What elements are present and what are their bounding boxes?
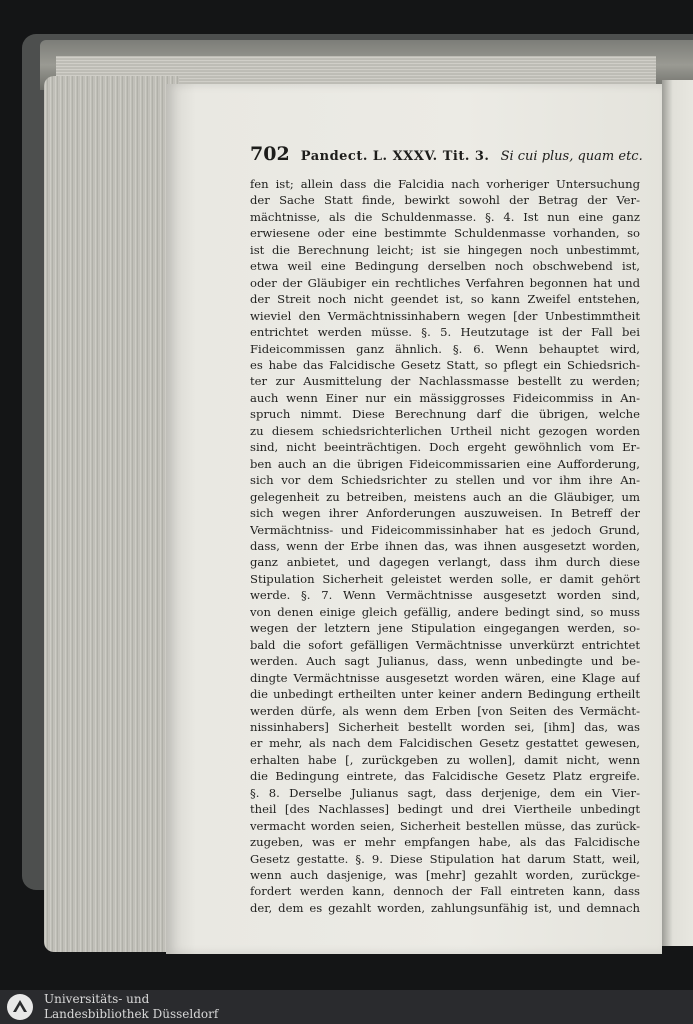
facing-page-edge [662, 80, 693, 946]
text-line: er mehr, als nach dem Falcidischen Gesetz gestattet gewesen, [250, 736, 640, 751]
text-line: gelegenheit zu betreiben, meistens auch an die Gläubiger, um [250, 489, 640, 504]
running-head-italic: Si cui plus, quam etc. [500, 149, 643, 164]
text-line: etwa weil eine Bedingung derselben noch obschwebend ist, [250, 259, 640, 274]
text-line: mächtnisse, als die Schuldenmasse. §. 4. Ist nun eine ganz [250, 209, 640, 224]
text-line: spruch nimmt. Diese Berechnung darf die übrigen, welche [250, 407, 640, 422]
ulb-duesseldorf-logo-icon [6, 993, 34, 1021]
text-line: Stipulation Sicherheit geleistet werden solle, er damit gehört [250, 571, 640, 586]
page-body-text [250, 176, 640, 915]
running-head: Pandect. L. XXXV. Tit. 3. [300, 149, 490, 164]
page-header [250, 143, 643, 165]
text-line: ben auch an die übrigen Fideicommissarien eine Aufforderung, [250, 456, 640, 471]
text-line: wenn auch dasjenige, was [mehr] gezahlt worden, zurückge- [250, 868, 640, 883]
text-line: fen ist; allein dass die Falcidia nach vorheriger Untersuchung [250, 177, 640, 191]
text-line: oder der Gläubiger ein rechtliches Verfahren begonnen hat und [250, 275, 640, 290]
text-line: der Streit noch nicht geendet ist, so kann Zweifel entstehen, [250, 292, 640, 307]
text-line: dass, wenn der Erbe ihnen das, was ihnen ausgesetzt worden, [250, 538, 640, 553]
library-name [44, 992, 344, 1022]
footer-bar [0, 990, 693, 1024]
text-line: erwiesene oder eine bestimmte Schuldenmasse vorhanden, so [250, 226, 640, 241]
text-line: die Bedingung eintrete, das Falcidische Gesetz Platz ergreife. [250, 769, 640, 784]
library-name-line-2: Landesbibliothek Düsseldorf [44, 1007, 219, 1021]
text-line: entrichtet werden müsse. §. 5. Heutzutage ist der Fall bei [250, 325, 640, 340]
text-line: wegen der letztern jene Stipulation eingegangen werden, so- [250, 621, 640, 636]
text-line: ganz anbietet, und dagegen verlangt, dass ihm durch diese [250, 555, 640, 570]
text-line: werden. Auch sagt Julianus, dass, wenn unbedingte und be- [250, 654, 640, 669]
text-line: fordert werden kann, dennoch der Fall eintreten kann, dass [250, 884, 640, 899]
text-line: bald die sofort gefälligen Vermächtnisse unverkürzt entrichtet [250, 637, 640, 652]
text-line: werde. §. 7. Wenn Vermächtnisse ausgesetzt worden sind, [250, 588, 640, 603]
page-stack-edge [44, 76, 179, 952]
text-line: der Sache Statt finde, bewirkt sowohl der Betrag der Ver- [250, 193, 640, 208]
text-line: Gesetz gestatte. §. 9. Diese Stipulation hat darum Statt, weil, [250, 851, 640, 866]
text-line: auch wenn Einer nur ein mässiggrosses Fideicommiss in An- [250, 390, 640, 405]
text-line: wieviel den Vermächtnissinhabern wegen [der Unbestimmtheit [250, 308, 640, 323]
text-line: sind, nicht beeinträchtigen. Doch ergeht gewöhnlich vom Er- [250, 440, 640, 455]
text-line: Vermächtniss- und Fideicommissinhaber hat es jedoch Grund, [250, 522, 640, 537]
text-line: erhalten habe [, zurückgeben zu wollen], damit nicht, wenn [250, 752, 640, 767]
text-line: ist die Berechnung leicht; ist sie hingegen noch unbestimmt, [250, 242, 640, 257]
library-name-line-1: Universitäts- und [44, 992, 150, 1006]
text-line: zu diesem schiedsrichterlichen Urtheil nicht gezogen worden [250, 423, 640, 438]
text-line: es habe das Falcidische Gesetz Statt, so pflegt ein Schiedsrich- [250, 357, 640, 372]
text-line: nissinhabers] Sicherheit bestellt worden sei, [ihm] das, was [250, 719, 640, 734]
text-line: der, dem es gezahlt worden, zahlungsunfähig ist, und demnach [250, 900, 640, 915]
text-line: sich vor dem Schiedsrichter zu stellen und vor ihm ihre An- [250, 473, 640, 488]
text-line: die unbedingt ertheilten unter keiner andern Bedingung ertheilt [250, 687, 640, 702]
text-line: zugeben, was er mehr empfangen habe, als das Falcidische [250, 835, 640, 850]
page-number: 702 [250, 143, 290, 165]
text-line: sich wegen ihrer Anforderungen auszuweisen. In Betreff der [250, 506, 640, 521]
text-line: von denen einige gleich gefällig, andere bedingt sind, so muss [250, 604, 640, 619]
text-line: dingte Vermächtnisse ausgesetzt worden wären, eine Klage auf [250, 670, 640, 685]
text-line: werden dürfe, als wenn dem Erben [von Seiten des Vermächt- [250, 703, 640, 718]
text-line: §. 8. Derselbe Julianus sagt, dass derjenige, dem ein Vier- [250, 785, 640, 800]
text-line: vermacht worden seien, Sicherheit bestellen müsse, das zurück- [250, 818, 640, 833]
text-line: Fideicommissen ganz ähnlich. §. 6. Wenn behauptet wird, [250, 341, 640, 356]
text-line: ter zur Ausmittelung der Nachlassmasse bestellt zu werden; [250, 374, 640, 389]
text-line: theil [des Nachlasses] bedingt und drei Viertheile unbedingt [250, 802, 640, 817]
